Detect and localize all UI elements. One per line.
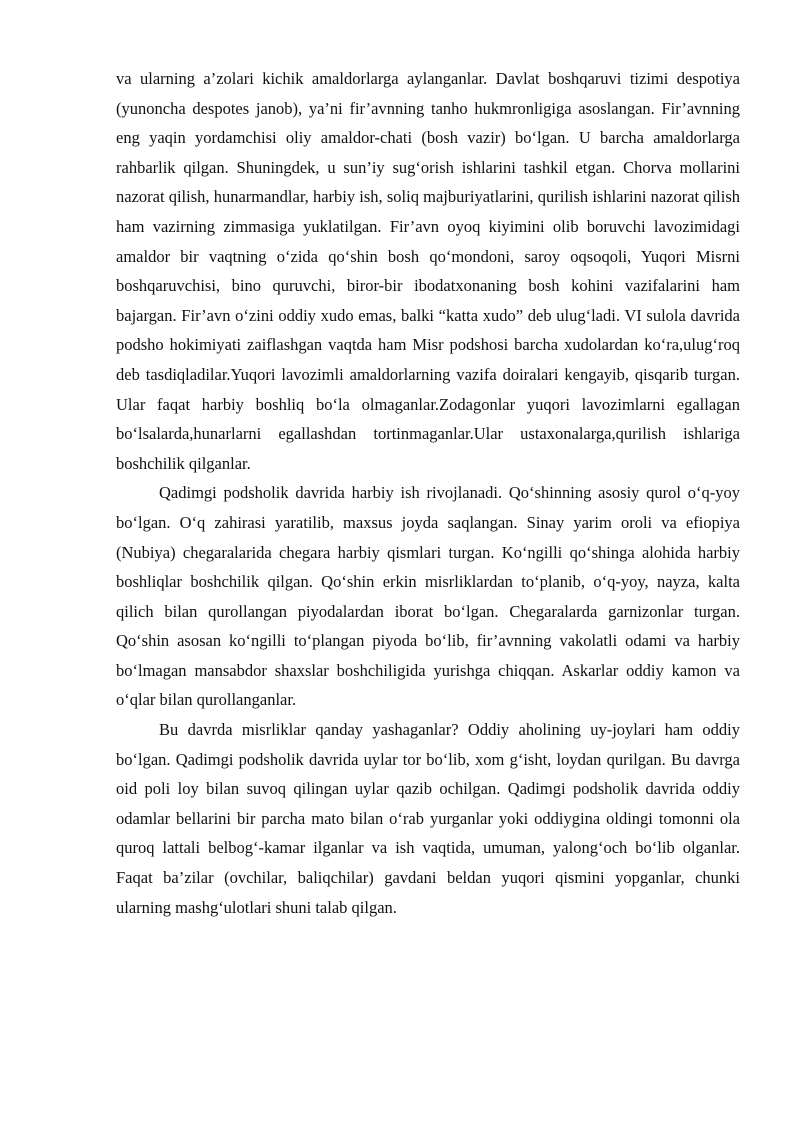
document-page — [116, 64, 740, 922]
paragraph-daily-life: Bu davrda misrliklar qanday yashaganlar? Oddiy aholining uy-joylari ham oddiy bo‘lgan. Qadimgi podsholik davrida uylar tor bo‘lib, xom g‘isht, loydan qurilgan. Bu davrga oid poli loy bilan suvoq qilingan uylar qazib ochilgan. Qadimgi podsholik davrida oddiy odamlar bellarini bir parcha mato bilan o‘rab yurganlar yoki oddiygina oldingi tomonni ola quroq lattali belbog‘-kamar ilganlar va ish vaqtida, umuman, yalong‘och bo‘lib olganlar. Faqat ba’zilar (ovchilar, baliqchilar) gavdani beldan yuqori qismini yopganlar, chunki ularning mashg‘ulotlari shuni talab qilgan. — [116, 720, 740, 917]
paragraph-military-affairs: Qadimgi podsholik davrida harbiy ish rivojlanadi. Qo‘shinning asosiy qurol o‘q-yoy bo‘lgan. O‘q zahirasi yaratilib, maxsus joyda saqlangan. Sinay yarim oroli va efiopiya (Nubiya) chegaralarida chegara harbiy qismlari turgan. Ko‘ngilli qo‘shinga alohida harbiy boshliqlar boshchilik qilgan. Qo‘shin erkin misrliklardan to‘planib, o‘q-yoy, nayza, kalta qilich bilan qurollangan piyodalardan iborat bo‘lgan. Chegaralarda garnizonlar turgan. Qo‘shin asosan ko‘ngilli to‘plangan piyoda bo‘lib, fir’avnning vakolatli odami va harbiy bo‘lmagan mansabdor shaxslar boshchiligida yurishga chiqqan. Askarlar oddiy kamon va o‘qlar bilan qurollanganlar. — [116, 483, 740, 710]
paragraph-state-administration: va ularning a’zolari kichik amaldorlarga aylanganlar. Davlat boshqaruvi tizimi despotiya (yunoncha despotes janob), ya’ni fir’avnning tanho hukmronligiga asoslangan. Fir’avnning eng yaqin yordamchisi oliy amaldor-chati (bosh vazir) bo‘lgan. U barcha amaldorlarga rahbarlik qilgan. Shuningdek, u sun’iy sug‘orish ishlarini tashkil etgan. Chorva mollarini nazorat qilish, hunarmandlar, harbiy ish, soliq majburiyatlarini, qurilish ishlarini nazorat qilish ham vazirning zimmasiga yuklatilgan. Fir’avn oyoq kiyimini olib boruvchi lavozimidagi amaldor bir vaqtning o‘zida qo‘shin bosh qo‘mondoni, saroy oqsoqoli, Yuqori Misrni boshqaruvchisi, bino quruvchi, biror-bir ibodatxonaning bosh kohini vazifalarini ham bajargan. Fir’avn o‘zini oddiy xudo emas, balki “katta xudo” deb ulug‘ladi. VI sulola davrida podsho hokimiyati zaiflashgan vaqtda ham Misr podshosi barcha xudolardan ko‘ra,ulug‘roq deb tasdiqladilar.Yuqori lavozimli amaldorlarning vazifa doiralari kengayib, qisqarib turgan. Ular faqat harbiy boshliq bo‘la olmaganlar.Zodagonlar yuqori lavozimlarni egallagan bo‘lsalarda,hunarlarni egallashdan tortinmaganlar.Ular ustaxonalarga,qurilish ishlariga boshchilik qilganlar. — [116, 69, 740, 473]
